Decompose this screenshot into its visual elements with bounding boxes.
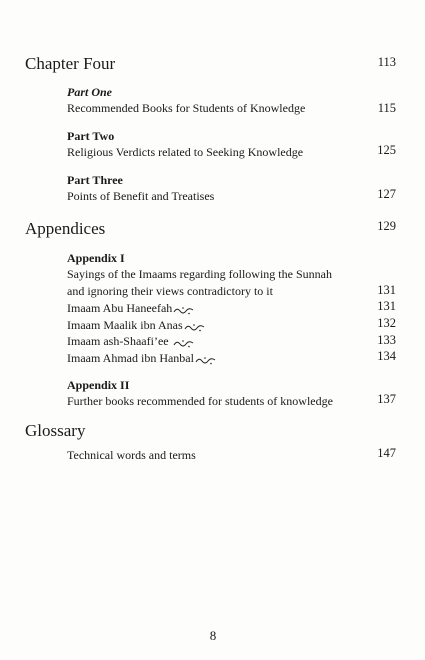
glossary-entry: Technical words and terms: [67, 448, 196, 462]
honorific-glyph-icon: [173, 306, 195, 315]
chapter-four-page: 113: [377, 55, 396, 69]
imam-name: Imaam Maalik ibn Anas: [67, 318, 183, 332]
part-one-entry: Recommended Books for Students of Knowledge: [67, 101, 306, 115]
imam-entry-shaafiee: [67, 334, 195, 349]
part-two-page: 125: [377, 143, 396, 157]
appendices-title: Appendices: [25, 219, 106, 238]
honorific-glyph-icon: [173, 339, 195, 348]
honorific-glyph-icon: [195, 356, 217, 365]
appendix-one-line2-page: 131: [377, 283, 396, 297]
imam-entry-ahmad: [67, 351, 217, 366]
imam-name: Imaam Abu Haneefah: [67, 301, 173, 315]
part-two-label: Part Two: [67, 129, 115, 143]
part-one-page: 115: [377, 101, 396, 115]
imam-page-abu-haneefah: 131: [377, 299, 396, 313]
imam-page-maalik: 132: [377, 316, 396, 330]
appendices-page: 129: [377, 219, 396, 233]
appendix-one-line1: Sayings of the Imaams regarding following the Sunnah: [67, 267, 332, 281]
part-three-label: Part Three: [67, 173, 123, 187]
footer-page-number: 8: [209, 628, 217, 643]
imam-name: Imaam ash-Shaafi’ee: [67, 334, 169, 348]
chapter-four-title: Chapter Four: [25, 54, 116, 73]
appendix-one-label: Appendix I: [67, 251, 125, 265]
appendix-one-line2: and ignoring their views contradictory to it: [67, 284, 273, 298]
imam-entry-abu-haneefah: [67, 301, 195, 316]
appendix-two-label: Appendix II: [67, 378, 130, 392]
part-one-label: Part One: [67, 85, 112, 99]
appendix-two-page: 137: [377, 392, 396, 406]
honorific-glyph-icon: [184, 323, 206, 332]
glossary-page: 147: [377, 446, 396, 460]
appendix-two-entry: Further books recommended for students of knowledge: [67, 394, 333, 408]
part-two-entry: Religious Verdicts related to Seeking Knowledge: [67, 145, 304, 159]
glossary-title: Glossary: [25, 421, 86, 440]
imam-entry-maalik: [67, 318, 206, 333]
imam-page-shaafiee: 133: [377, 333, 396, 347]
imam-page-ahmad: 134: [377, 349, 396, 363]
part-three-entry: Points of Benefit and Treatises: [67, 189, 215, 203]
imam-name: Imaam Ahmad ibn Hanbal: [67, 351, 194, 365]
part-three-page: 127: [377, 187, 396, 201]
